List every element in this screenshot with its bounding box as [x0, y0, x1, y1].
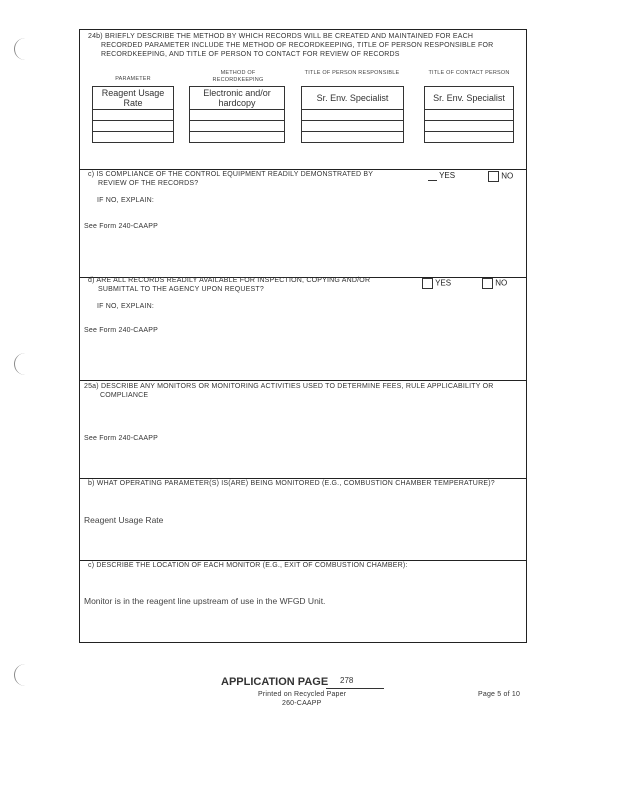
q24c-yes-checkbox[interactable]	[428, 171, 437, 181]
q25c-answer[interactable]: Monitor is in the reagent line upstream of use in the WFGD Unit.	[84, 596, 326, 606]
divider-25a	[80, 380, 526, 381]
punch-hole-top	[14, 38, 29, 60]
cell-method-3[interactable]	[190, 121, 285, 132]
footer-page-number-line	[326, 688, 384, 689]
cell-responsible-1[interactable]: Sr. Env. Specialist	[302, 87, 404, 110]
footer-recycled: Printed on Recycled Paper	[258, 691, 347, 698]
records-table-col2	[189, 86, 285, 143]
cell-contact-3[interactable]	[425, 121, 514, 132]
cell-method-1[interactable]: Electronic and/or hardcopy	[190, 87, 285, 110]
cell-contact-2[interactable]	[425, 110, 514, 121]
footer-form-id: 260-CAAPP	[282, 700, 322, 707]
records-table-col4	[424, 86, 514, 143]
q24c-no-option[interactable]: NO	[488, 171, 513, 182]
q25b-answer[interactable]: Reagent Usage Rate	[84, 515, 164, 525]
col-header-responsible: TITLE OF PERSON RESPONSIBLE	[304, 70, 400, 76]
cell-responsible-2[interactable]	[302, 110, 404, 121]
q24d-yes-checkbox[interactable]	[422, 278, 433, 289]
cell-contact-4[interactable]	[425, 132, 514, 143]
cell-responsible-3[interactable]	[302, 121, 404, 132]
question-24d: d) ARE ALL RECORDS READILY AVAILABLE FOR INSPECTION, COPYING AND/OR SUBMITTAL TO THE AGENCY UPON REQUEST?	[88, 277, 371, 293]
cell-parameter-1[interactable]: Reagent Usage Rate	[93, 87, 174, 110]
cell-responsible-4[interactable]	[302, 132, 404, 143]
q24d-no-checkbox[interactable]	[482, 278, 493, 289]
cell-method-2[interactable]	[190, 110, 285, 121]
col-header-parameter: PARAMETER	[115, 76, 151, 82]
q24d-no-option[interactable]: NO	[482, 278, 507, 289]
q24d-if-no: IF NO, EXPLAIN:	[97, 303, 155, 310]
cell-parameter-3[interactable]	[93, 121, 174, 132]
cell-method-4[interactable]	[190, 132, 285, 143]
cell-contact-1[interactable]: Sr. Env. Specialist	[425, 87, 514, 110]
records-table-col1	[92, 86, 174, 143]
cell-parameter-2[interactable]	[93, 110, 174, 121]
footer-page-number: 278	[340, 676, 354, 685]
q24c-no-checkbox[interactable]	[488, 171, 499, 182]
punch-hole-bottom	[14, 664, 29, 686]
q25a-answer[interactable]: See Form 240-CAAPP	[84, 435, 159, 442]
question-24b: 24b) BRIEFLY DESCRIBE THE METHOD BY WHICH RECORDS WILL BE CREATED AND MAINTAINED FOR EACH RECORDED PARAMETER INCLUDE THE METHOD OF RECORDKEEPING, TITLE OF PERSON RESPONSIBLE FOR RECORDKEEPING, AND TITLE OF PERSON TO CONTACT FOR REVIEW OF RECORDS	[88, 33, 494, 58]
question-25a: 25a) DESCRIBE ANY MONITORS OR MONITORING ACTIVITIES USED TO DETERMINE FEES, RULE APPLICABILITY OR COMPLIANCE	[84, 383, 494, 399]
question-24c: c) IS COMPLIANCE OF THE CONTROL EQUIPMENT READILY DEMONSTRATED BY REVIEW OF THE RECORDS?	[88, 171, 374, 187]
q24d-answer[interactable]: See Form 240-CAAPP	[84, 327, 159, 334]
punch-hole-middle	[14, 353, 29, 375]
footer-page-of: Page 5 of 10	[478, 691, 521, 698]
records-table-col3	[301, 86, 404, 143]
q24c-yes-option[interactable]: YES	[428, 171, 455, 181]
col-header-contact: TITLE OF CONTACT PERSON	[428, 70, 510, 76]
question-24b-number: 24b)	[88, 33, 103, 40]
q24c-if-no: IF NO, EXPLAIN:	[97, 197, 155, 204]
question-25b: b) WHAT OPERATING PARAMETER(S) IS(ARE) BEING MONITORED (E.G., COMBUSTION CHAMBER TEMPERATURE)?	[88, 480, 495, 487]
question-25c: c) DESCRIBE THE LOCATION OF EACH MONITOR (E.G., EXIT OF COMBUSTION CHAMBER):	[88, 562, 408, 569]
col-header-method: METHOD OF RECORDKEEPING	[212, 70, 264, 83]
q24c-answer[interactable]: See Form 240-CAAPP	[84, 223, 159, 230]
cell-parameter-4[interactable]	[93, 132, 174, 143]
footer-title: APPLICATION PAGE	[221, 676, 329, 688]
q24d-yes-option[interactable]: YES	[422, 278, 451, 289]
